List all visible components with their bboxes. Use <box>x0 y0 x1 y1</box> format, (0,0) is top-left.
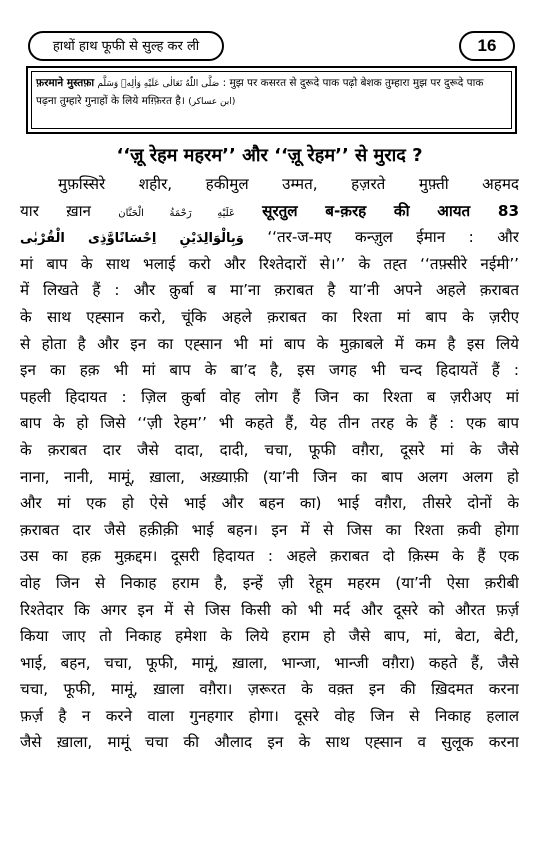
farman-box <box>26 66 517 134</box>
body-line: क़राबत दार जैसे हक़ीक़ी भाई बहन। इन में से जिस का रिश्ता क़वी होगा <box>20 520 519 539</box>
body-line: बाप के हो जिसे ‘‘ज़ी रेहम’’ भी कहते हैं, येह तीन तरह के हैं : एक बाप <box>20 414 519 433</box>
body-fragment: यार ख़ान <box>20 201 91 220</box>
farman-text <box>31 71 512 129</box>
quran-verse: وَبِالْوَالِدَيْنِ اِحْسَانًاوَّذِی الْقُرْبٰی <box>20 231 244 247</box>
farman-reference: (ابن عساکر) <box>188 97 236 107</box>
section-heading: ‘‘ज़ू रेहम महरम’’ और ‘‘ज़ू रेहम’’ से मुराद ? <box>116 145 423 166</box>
body-line: फ़र्ज़ है न करने वाला गुनहगार होगा। दूसरे वोह जिन से निकाह हलाल <box>20 706 519 725</box>
body-line: के क़राबत दार जैसे दादा, दादी, चचा, फूफी वग़ैरा, दूसरे मां के जैसे <box>20 440 519 459</box>
body-line: से होता है और इन का एह्सान भी मां बाप के मुक़ाबले में कम है इस लिये <box>20 334 519 353</box>
body-line: पहली हिदायत : ज़िल क़ुर्बा वोह लोग हैं जिन का रिश्ता ब ज़रीअए मां <box>20 387 519 406</box>
body-fragment: ‘‘तर-ज-मए कन्ज़ुल ईमान : और <box>267 228 519 247</box>
body-line: वोह जिन से निकाह हराम है, इन्हें ज़ी रेहूम महरम (या’नी ऐसा क़रीबी <box>20 573 519 592</box>
farman-label: फ़रमाने मुस्तफ़ा <box>36 77 95 89</box>
page <box>18 22 521 840</box>
farman-line1: : मुझ पर कसरत से दुरूदे पाक पढ़ो बेशक तुम्हारा मुझ पर दुरूदे पाक पढ़ना <box>36 77 484 107</box>
body-line: मुफ़स्सिरे शहीर, हकीमुल उम्मत, हज़रते मुफ़्ती अहमद <box>58 175 519 193</box>
body-line: और मां एक हो ऐसे भाई और बहन का) भाई वग़ैरा, तीसरे दोनों के <box>20 494 519 513</box>
body-line: नाना, नानी, मामूं, ख़ाला, अख़्याफ़ी (या’नी जिन का बाप अलग अलग हो <box>20 467 519 486</box>
body-line <box>20 198 519 225</box>
body-line: भाई, बहन, चचा, फूफी, मामूं, ख़ाला, भान्जा, भान्जी वग़ैरा) कहते हैं, जैसे <box>20 653 519 672</box>
body-line: रिश्तेदार कि अगर इन में से जिस किसी को भी मर्द और दूसरे को औरत फ़र्ज़ <box>20 600 519 619</box>
body-line: उस का हक़ मुक़द्दम। दूसरी हिदायत : अहले क़राबत दो क़िस्म के हैं एक <box>20 547 519 566</box>
body-line: चचा, फूफी, मामूं, ख़ाला वग़ैरा। ज़रूरत के वक़्त इन की ख़िदमत करना <box>20 680 519 699</box>
body-line: में लिखते हैं : और क़ुर्बा ब मा’ना क़राबत है या’नी अपने अहले क़राबत <box>20 281 519 300</box>
farman-line2: तुम्हारे गुनाहों के लिये मग़्फ़िरत है। <box>59 95 185 107</box>
body-line: किया जाए तो निकाह हमेशा के लिये हराम हो जैसे बाप, मां, बेटा, बेटी, <box>20 627 519 646</box>
body-line: जैसे ख़ाला, मामूं चचा की औलाद इन के साथ एह्सान व सुलूक करना <box>20 733 519 752</box>
page-number: 16 <box>459 31 515 61</box>
dua-text: عَلَیْهِ رَحْمَةُ الْحَنَّان <box>118 207 235 219</box>
running-title: हाथों हाथ फूफी से सुल्ह कर ली <box>28 31 224 61</box>
body-line: इन का हक़ भी मां बाप के बा’द है, इस जगह भी चन्द हिदायतें हैं : <box>20 361 519 380</box>
body-line <box>20 224 519 251</box>
body-line: मां बाप के साथ भलाई करो और रिश्तेदारों से।’’ के तह्त ‘‘तफ़्सीरे नईमी’’ <box>20 254 519 273</box>
body-text <box>20 171 519 756</box>
salawat: صَلَّى اللّٰهُ تَعَالٰى عَلَيْهِ وَاٰلِهٖ وَسَلَّم <box>97 79 220 89</box>
body-fragment: सूरतुल ब-क़रह की आयत 83 <box>262 201 519 220</box>
body-line: के साथ एह्सान करो, चूंकि अहले क़राबत का रिश्ता मां बाप के ज़रीए <box>20 307 519 326</box>
